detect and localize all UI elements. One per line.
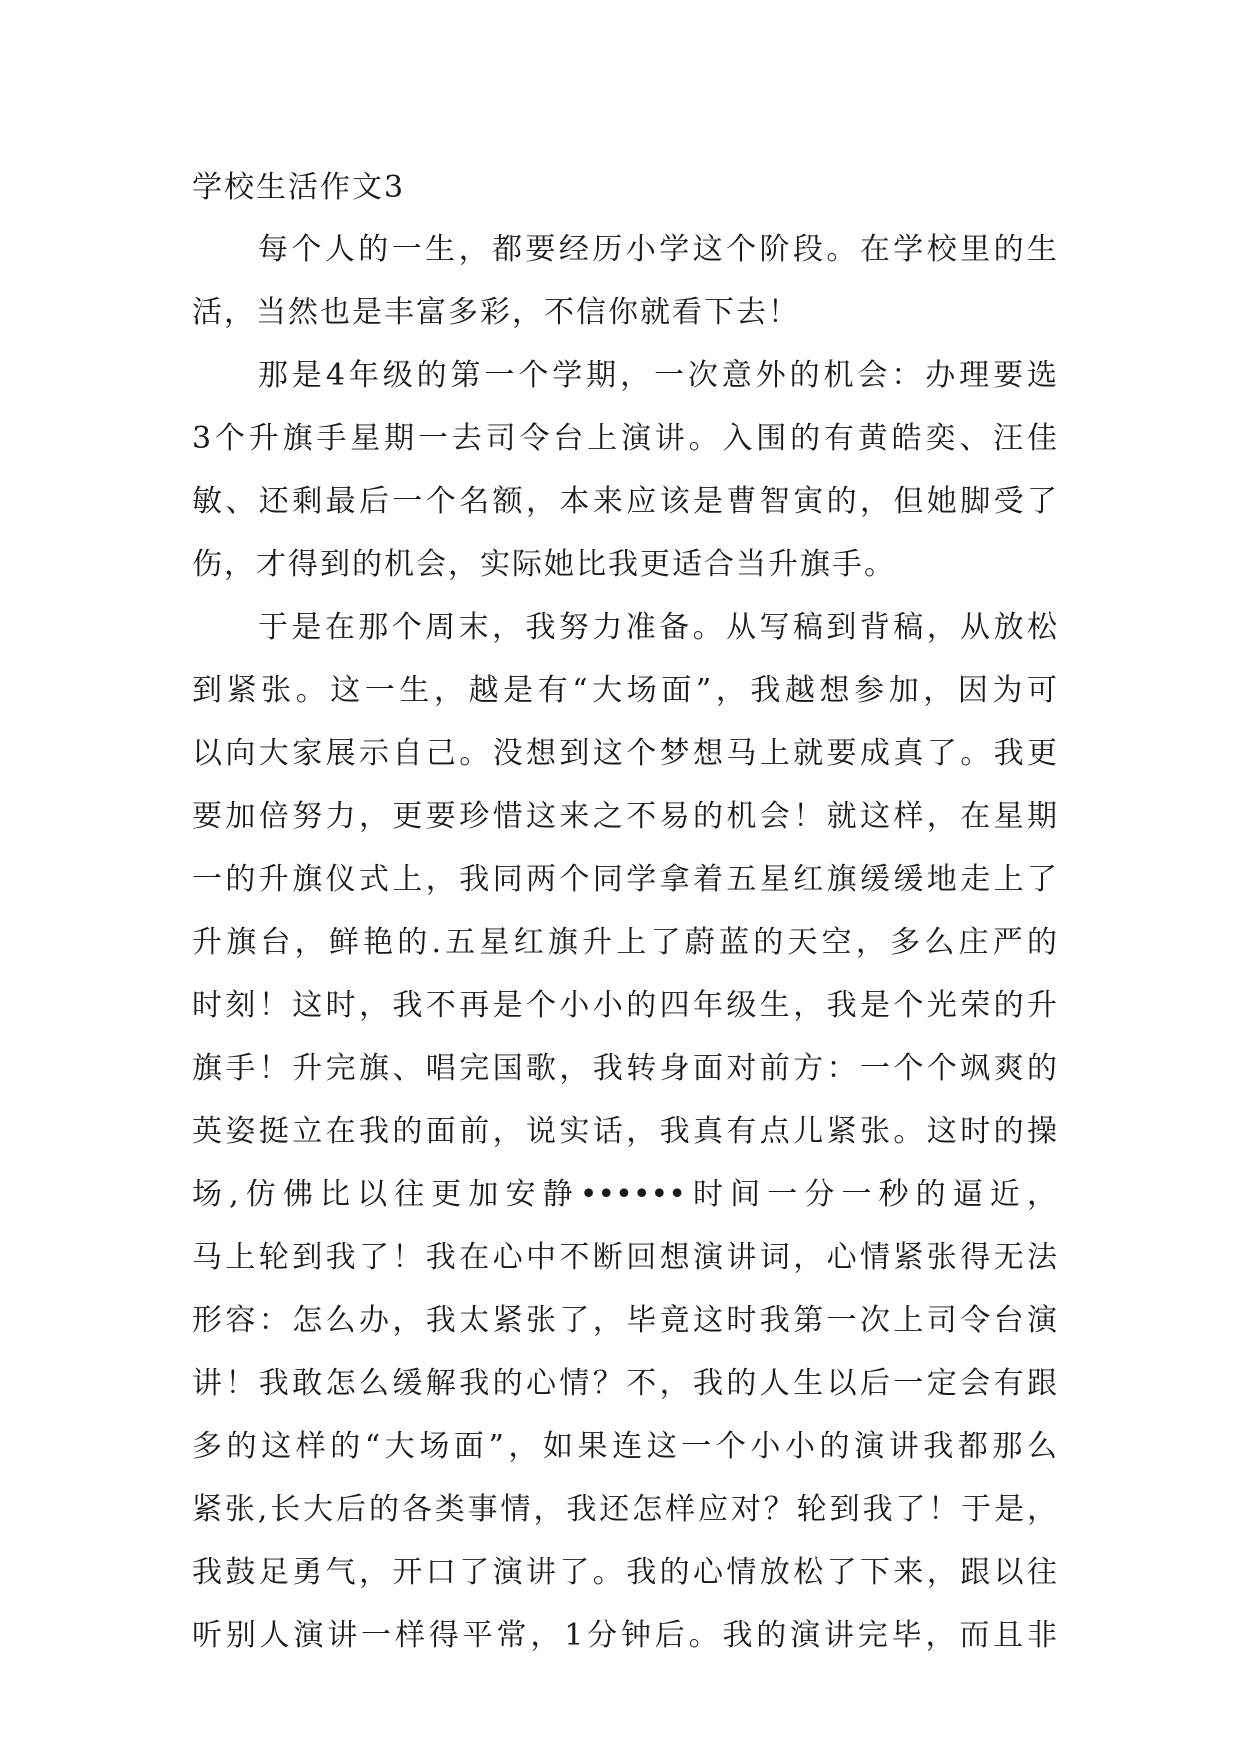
essay-title: 学校生活作文3 xyxy=(192,170,406,205)
text-line: 到紧张。这一生，越是有“大场面”，我越想参加，因为可 xyxy=(192,673,1057,708)
text-line: 敏、还剩最后一个名额，本来应该是曹智寅的，但她脚受了 xyxy=(192,484,1057,519)
text-line: 时刻！这时，我不再是个小小的四年级生，我是个光荣的升 xyxy=(192,988,1057,1023)
text-line: 我鼓足勇气，开口了演讲了。我的心情放松了下来，跟以往 xyxy=(192,1555,1057,1590)
text-line: 紧张,长大后的各类事情，我还怎样应对？轮到我了！于是， xyxy=(192,1492,1057,1527)
text-line: 马上轮到我了！我在心中不断回想演讲词，心情紧张得无法 xyxy=(192,1240,1057,1275)
text-line: 听别人演讲一样得平常，1分钟后。我的演讲完毕，而且非 xyxy=(192,1618,1057,1653)
text-line: 要加倍努力，更要珍惜这来之不易的机会！就这样，在星期 xyxy=(192,799,1057,834)
text-line: 那是4年级的第一个学期，一次意外的机会：办理要选 xyxy=(258,358,1057,393)
text-line: 多的这样的“大场面”，如果连这一个小小的演讲我都那么 xyxy=(192,1429,1057,1464)
text-line: 每个人的一生，都要经历小学这个阶段。在学校里的生 xyxy=(258,232,1057,267)
text-line: 3个升旗手星期一去司令台上演讲。入围的有黄皓奕、汪佳 xyxy=(192,421,1057,456)
text-line: 伤，才得到的机会，实际她比我更适合当升旗手。 xyxy=(192,547,896,582)
text-line: 活，当然也是丰富多彩，不信你就看下去！ xyxy=(192,295,800,330)
text-line: 讲！我敢怎么缓解我的心情？不，我的人生以后一定会有跟 xyxy=(192,1366,1057,1401)
text-line: 场,仿佛比以往更加安静••••••时间一分一秒的逼近， xyxy=(192,1177,1057,1212)
text-line: 于是在那个周末，我努力准备。从写稿到背稿，从放松 xyxy=(258,610,1057,645)
text-line: 形容：怎么办，我太紧张了，毕竟这时我第一次上司令台演 xyxy=(192,1303,1057,1338)
text-line: 以向大家展示自己。没想到这个梦想马上就要成真了。我更 xyxy=(192,736,1057,771)
text-line: 英姿挺立在我的面前，说实话，我真有点儿紧张。这时的操 xyxy=(192,1114,1057,1149)
text-line: 旗手！升完旗、唱完国歌，我转身面对前方：一个个飒爽的 xyxy=(192,1051,1057,1086)
text-line: 升旗台，鲜艳的.五星红旗升上了蔚蓝的天空，多么庄严的 xyxy=(192,925,1057,960)
text-line: 一的升旗仪式上，我同两个同学拿着五星红旗缓缓地走上了 xyxy=(192,862,1057,897)
essay-body xyxy=(192,218,1057,1667)
